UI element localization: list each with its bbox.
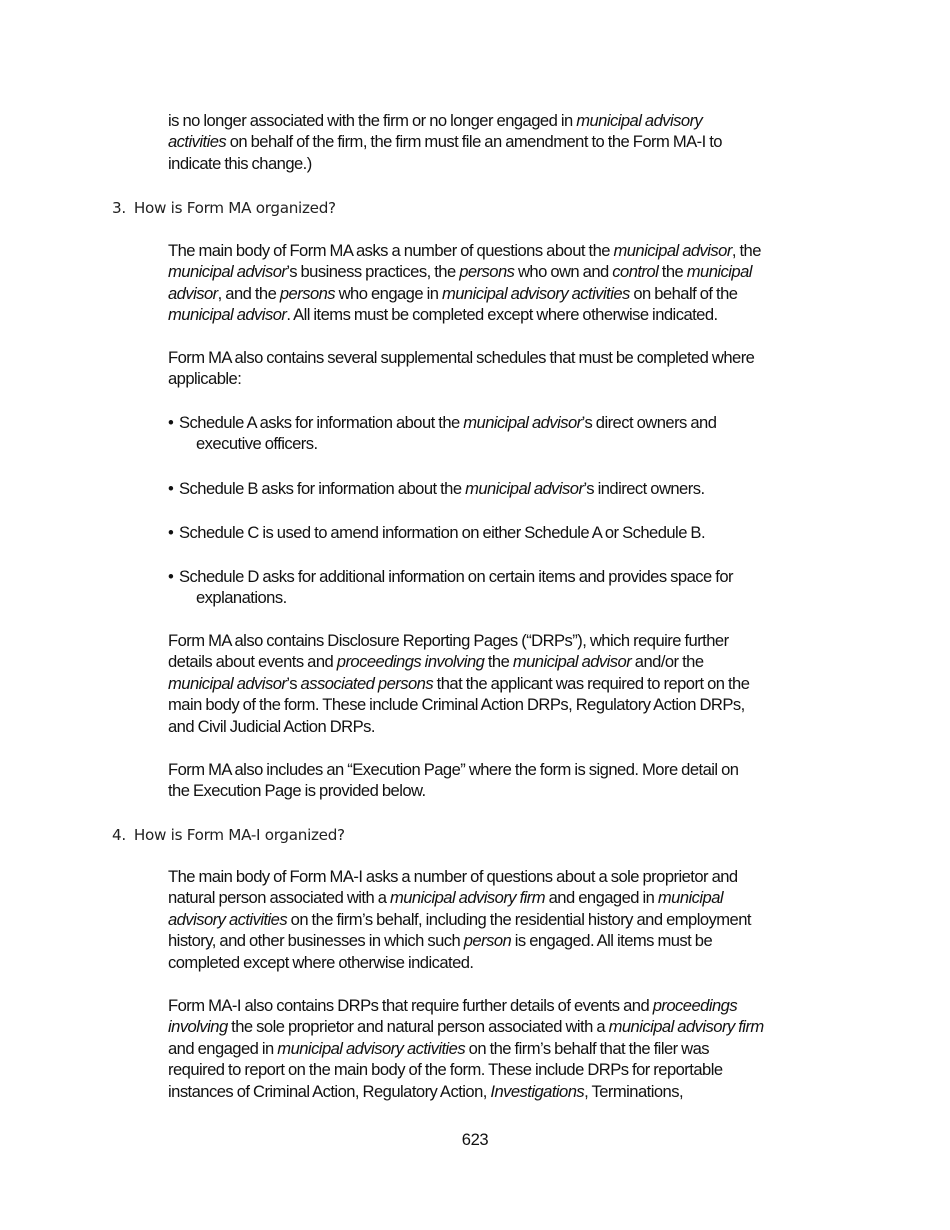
defined-term: associated persons (300, 673, 434, 693)
text-run: , Terminations, (584, 1081, 684, 1101)
text-run: ’s (286, 673, 301, 693)
section-number: 3. (112, 199, 126, 217)
q4-paragraph-2 (168, 995, 850, 1102)
text-run: and engaged in (545, 888, 658, 908)
text-run: on behalf of the firm, the firm must file an amendment to the Form MA-I to (226, 132, 722, 152)
text-run: The main body of Form MA-I asks a number of questions about a sole proprietor and (168, 867, 738, 886)
text-run: natural person associated with a (168, 888, 390, 908)
intro-paragraph (168, 110, 850, 174)
defined-term: persons (279, 283, 336, 303)
text-run: completed except where otherwise indicated. (168, 952, 474, 972)
section-heading-4 (112, 825, 345, 845)
defined-term: municipal advisor (168, 673, 287, 693)
defined-term: municipal advisor (512, 652, 632, 672)
bullet-schedule-b (168, 478, 818, 499)
text-run: indicate this change.) (168, 153, 312, 173)
text-run: who own and (514, 262, 613, 282)
bullet-icon: • (168, 567, 174, 586)
defined-term: involving (168, 1017, 228, 1037)
text-run: executive officers. (196, 434, 318, 454)
defined-term: municipal advisor (168, 262, 287, 282)
defined-term: municipal advisory firm (608, 1017, 764, 1037)
bullet-icon: • (168, 523, 174, 542)
defined-term: proceedings involving (336, 652, 485, 672)
text-run: who engage in (335, 283, 442, 303)
defined-term: municipal advisory activities (441, 283, 630, 303)
section-number: 4. (112, 826, 126, 844)
text-run: Schedule D asks for additional information on certain items and provides space for (179, 567, 733, 586)
text-run: ’s indirect owners. (583, 479, 705, 498)
defined-term: municipal advisor (463, 413, 582, 432)
q3-paragraph-2 (168, 347, 850, 390)
text-run: ’s direct owners and (581, 413, 717, 432)
text-run: on the firm’s behalf, including the residential history and employment (287, 909, 751, 929)
text-run: details about events and (168, 652, 337, 672)
text-run: Form MA also contains Disclosure Reporting Pages (“DRPs”), which require further (168, 631, 729, 650)
defined-term: advisor (168, 283, 218, 303)
bullet-schedule-c (168, 522, 818, 543)
text-run: the (658, 262, 687, 282)
defined-term: proceedings (652, 996, 738, 1015)
defined-term: municipal advisor (613, 241, 732, 260)
bullet-icon: • (168, 479, 174, 498)
defined-term: person (463, 931, 512, 951)
text-run: main body of the form. These include Criminal Action DRPs, Regulatory Action DRPs, (168, 695, 745, 715)
text-run: and/or the (631, 652, 704, 672)
bullet-schedule-d (168, 566, 818, 609)
defined-term: Investigations (490, 1081, 585, 1101)
text-run: . All items must be completed except where otherwise indicated. (286, 305, 718, 325)
text-run: the sole proprietor and natural person associated with a (227, 1017, 609, 1037)
text-run: that the applicant was required to report on the (433, 673, 750, 693)
q3-paragraph-3 (168, 630, 850, 737)
text-run: explanations. (196, 588, 287, 608)
text-run: Schedule C is used to amend information on either Schedule A or Schedule B. (179, 523, 706, 542)
defined-term: municipal advisory activities (277, 1038, 466, 1058)
text-run: , and the (217, 283, 280, 303)
defined-term: municipal (686, 262, 752, 282)
defined-term: advisory activities (168, 909, 288, 929)
text-run: instances of Criminal Action, Regulatory Action, (168, 1081, 491, 1101)
text-run: The main body of Form MA asks a number of questions about the (168, 241, 614, 260)
defined-term: municipal advisory firm (389, 888, 546, 908)
bullet-icon: • (168, 413, 174, 432)
text-run: applicable: (168, 369, 242, 389)
defined-term: municipal advisory (576, 111, 703, 130)
text-run: the (484, 652, 513, 672)
q4-paragraph-1 (168, 866, 850, 973)
section-title: How is Form MA organized? (133, 199, 336, 217)
defined-term: persons (459, 262, 515, 282)
defined-term: control (612, 262, 659, 282)
defined-term: municipal advisor (465, 479, 584, 498)
text-run: and engaged in (168, 1038, 278, 1058)
defined-term: activities (168, 132, 227, 152)
section-title: How is Form MA-I organized? (133, 826, 345, 844)
defined-term: municipal advisor (168, 305, 287, 325)
text-run: Form MA-I also contains DRPs that require further details of events and (168, 996, 653, 1015)
text-run: on behalf of the (629, 283, 738, 303)
section-heading-3 (112, 198, 336, 218)
text-run: and Civil Judicial Action DRPs. (168, 716, 375, 736)
q3-paragraph-1 (168, 240, 850, 326)
text-run: Form MA also includes an “Execution Page” where the form is signed. More detail on (168, 760, 739, 779)
text-run: is no longer associated with the firm or no longer engaged in (168, 111, 577, 130)
page-number: 623 (461, 1130, 489, 1149)
text-run: on the firm’s behalf that the filer was (465, 1038, 710, 1058)
bullet-schedule-a (168, 412, 818, 455)
text-run: ’s business practices, the (286, 262, 460, 282)
text-run: Schedule B asks for information about the (179, 479, 466, 498)
text-run: history, and other businesses in which such (168, 931, 464, 951)
q3-paragraph-4 (168, 759, 850, 802)
text-run: required to report on the main body of the form. These include DRPs for reportable (168, 1060, 723, 1080)
text-run: is engaged. All items must be (511, 931, 713, 951)
text-run: Form MA also contains several supplemental schedules that must be completed where (168, 348, 755, 367)
text-run: the Execution Page is provided below. (168, 781, 426, 801)
text-run: , the (731, 241, 761, 260)
defined-term: municipal (657, 888, 724, 908)
text-run: Schedule A asks for information about the (179, 413, 464, 432)
